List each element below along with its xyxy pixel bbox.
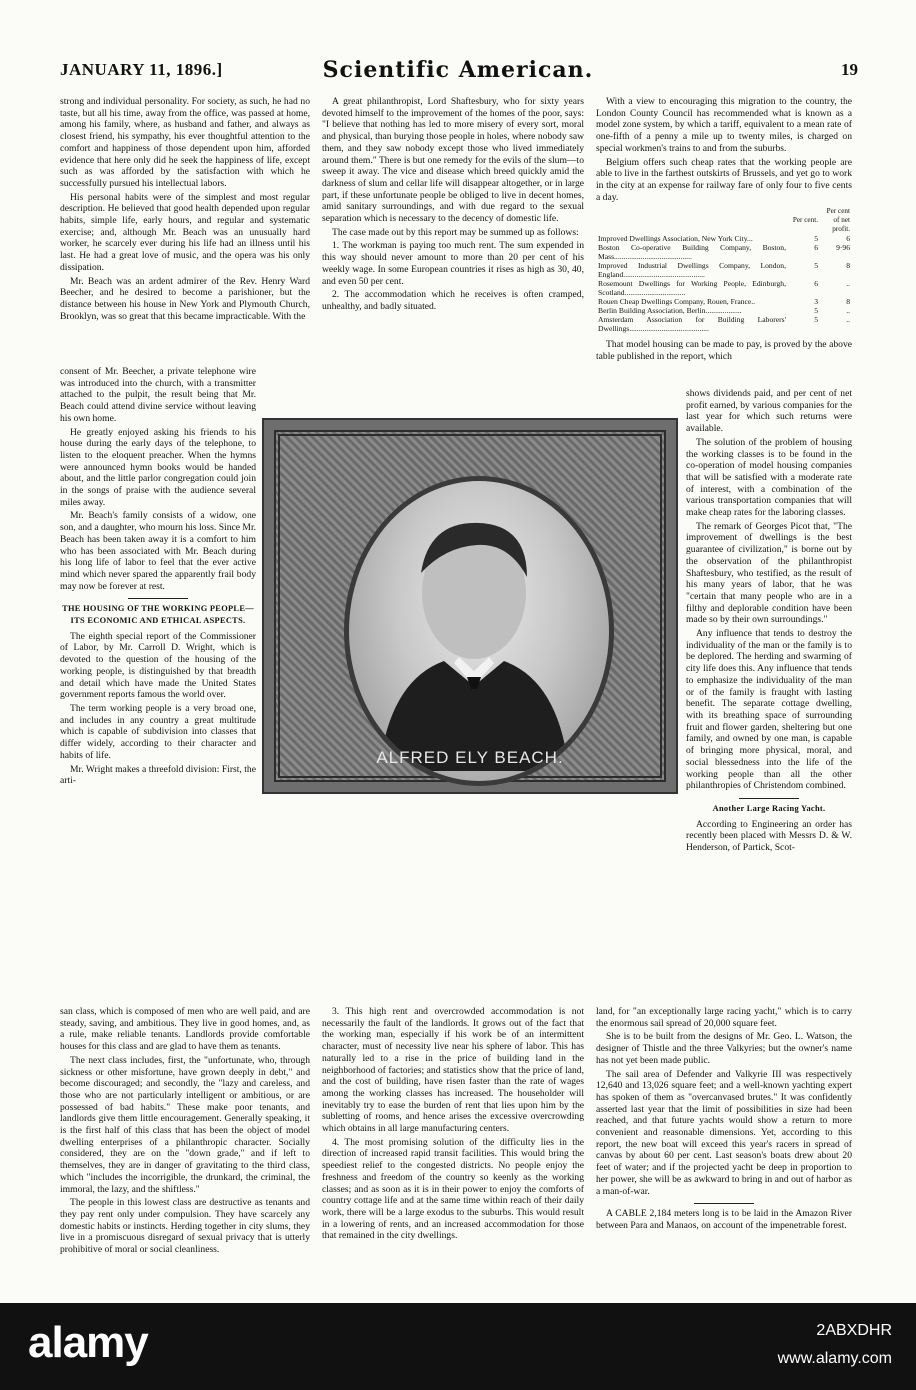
masthead-title: Scientific American.: [322, 57, 594, 83]
page-number: 19: [841, 60, 858, 79]
table-cell: Boston Co-operative Building Company, Boston, Mass.........................................: [598, 243, 786, 262]
paragraph: consent of Mr. Beecher, a private telephone wire was introduced into the church, with a transmitter attached to the pulpit, the result being that Mr. Beach could attend divine service without leaving his own home.: [60, 366, 256, 424]
paragraph: san class, which is composed of men who are well paid, and are steady, saving, and ambitious. They live in good homes, and, as a rule, make reliable tenants. Landlords provide comfortable houses for this class and are glad to have them as tenants.: [60, 1006, 310, 1053]
column-1-narrow: [60, 366, 256, 789]
brand-logo: alamy: [28, 1318, 148, 1367]
paragraph: The solution of the problem of housing the working classes is to be found in the co-operation of model housing companies that will be satisfied with a moderate rate of interest, with a combination of the various transportation companies that will make cheap rates for the laboring classes.: [686, 436, 852, 519]
table-cell: 8: [846, 261, 850, 271]
paragraph: Mr. Beach's family consists of a widow, one son, and a daughter, who mourn his loss. Since Mr. Beach has been taken away it is a comfort to him who has been associated with Mr. Beach during his long life of labor to feel that the ever active mind which never spared the apparently frail body may now be forever at rest.: [60, 510, 257, 592]
portrait-caption: ALFRED ELY BEACH.: [376, 748, 564, 767]
column-2-top: [322, 96, 584, 315]
image-code: 2ABXDHR: [816, 1322, 892, 1339]
paragraph: The term working people is a very broad one, and includes in any country a great multitude which is capable of subdivision into classes that differ widely, according to their character and habits of life.: [60, 702, 256, 761]
table-cell: 6: [846, 234, 850, 244]
column-2-bottom: [322, 1006, 584, 1244]
dividend-table: [596, 207, 852, 333]
paragraph: That model housing can be made to pay, is proved by the above table published in the report, which: [596, 339, 852, 363]
paragraph: 1. The workman is paying too much rent. The sum expended in this way should never amount to more than 20 per cent of his weekly wage. In some European countries it rises as high as 30, 40, and even 50 per cent.: [322, 240, 584, 287]
paragraph: Mr. Wright makes a threefold division: First, the arti-: [60, 763, 256, 787]
paragraph: The people in this lowest class are destructive as tenants and they pay rent only under compulsion. They have scarcely any domestic habits or instincts. Herding together in city slums, they live in a promiscuous disregard of sexual privacy that is utterly prohibitive of moral or social cleanliness.: [60, 1197, 310, 1256]
paragraph: Any influence that tends to destroy the individuality of the man or the family is to be deplored. The herding and swarming of city life does this. Any influence that tends to emphasize the individuality of the man or of the family is fraught with lasting benefit. The separate cottage dwelling, with its breathing space of surrounding fruit and flower garden, sheltering but one family, and owned by one man, is capable of bringing more physical, moral, and social blessedness into the life of the working people than all the other philanthropies of Christendom combined.: [686, 628, 852, 792]
column-3-bottom: [596, 1006, 852, 1234]
column-1-bottom: [60, 1006, 310, 1258]
paragraph: The next class includes, first, the "unfortunate, who, through sickness or other misfortune, have grown deeply in debt," and become discouraged; and secondly, the "lazy and careless, and those who are not particularly intelligent or ambitious, or are possessed of bad habits." These make poor tenants, and landlords give them little encouragement. Generally speaking, it is the first half of this class that has been the object of model dwelling enterprises of a philanthropic character. Socially considered, they are on the "down grade," and if left to themselves, they are in danger of gravitating to the third class, which "includes the incorrigible, the drunkard, the criminal, the immoral, the lazy, and the shiftless.": [60, 1054, 310, 1195]
table-header: Per cent.: [792, 216, 818, 225]
table-row: [596, 243, 852, 261]
paragraph: He greatly enjoyed asking his friends to his house during the early days of the telephone, to listen to the eloquent preacher. When the hymns were announced hymn books would be handed about, and the little parlor congregation could join in the songs of praise with the audience several miles away.: [60, 426, 256, 508]
table-cell: Amsterdam Association for Building Laborers' Dwellings..........................................: [598, 315, 786, 334]
divider: [694, 1203, 754, 1204]
table-header-row: [596, 207, 852, 234]
table-cell: 3: [814, 297, 818, 307]
paragraph: shows dividends paid, and per cent of net profit earned, by various companies for the last year for which such returns were available.: [686, 388, 852, 435]
paragraph: According to Engineering an order has recently been placed with Messrs D. & W. Henderson, of Partick, Scot-: [686, 818, 852, 854]
table-cell: Improved Dwellings Association, New York City...: [598, 234, 753, 244]
paragraph: land, for "an exceptionally large racing yacht," which is to carry the enormous sail spread of 20,000 square feet.: [596, 1006, 852, 1029]
table-cell: ..: [846, 306, 850, 316]
paragraph: The sail area of Defender and Valkyrie III was respectively 12,640 and 13,026 square feet; and a well-known yachting expert has spoken of them as "overcanvased brutes." It was confidently asserted last year that the limit of possibilities in size had been reached, and that future yachts would show a return to more convenient and reasonable dimensions. Yet, according to this report, the new boat will exceed this year's racers in spread of canvas by about 60 per cent. Last season's boats drew about 20 feet of water; and if the projected yacht be deep in proportion to her power, she will be as awkward to bring in and out of harbor as a man-of-war.: [596, 1068, 852, 1197]
table-cell: Improved Industrial Dwellings Company, London, England...........................................: [598, 261, 786, 280]
table-cell: Rosemount Dwellings for Working People, Edinburgh, Scotland................................: [598, 279, 786, 298]
table-header: Per cent of net profit.: [826, 207, 850, 234]
table-cell: Rouen Cheap Dwellings Company, Rouen, France..: [598, 297, 756, 307]
table-cell: 5: [814, 261, 818, 271]
paragraph: Mr. Beach was an ardent admirer of the Rev. Henry Ward Beecher, and he desired to become a parishioner, but the distance between his house in New York and Plymouth Church, Brooklyn, was so great that this became impracticable. With the: [60, 275, 310, 322]
table-cell: Berlin Building Association, Berlin...................: [598, 306, 742, 316]
column-3-narrow: [686, 388, 852, 856]
paragraph: The case made out by this report may be summed up as follows:: [332, 226, 579, 238]
ornamental-frame: [274, 430, 666, 782]
paragraph: She is to be built from the designs of Mr. Geo. L. Watson, the designer of Thistle and the three Valkyries; but the owner's name has not yet been made public.: [596, 1031, 852, 1066]
issue-date: JANUARY 11, 1896.]: [60, 60, 223, 79]
table-cell: 5: [814, 315, 818, 325]
divider: [128, 598, 188, 599]
paragraph: 2. The accommodation which he receives is often cramped, unhealthy, and badly situated.: [322, 289, 584, 312]
table-row: [596, 297, 852, 306]
table-cell: 6: [814, 243, 818, 253]
table-cell: ..: [846, 279, 850, 289]
table-cell: 9·96: [836, 243, 850, 253]
table-row: [596, 315, 852, 333]
paragraph: The eighth special report of the Commissioner of Labor, by Mr. Carroll D. Wright, which is devoted to the question of the housing of the working people, is distinguished by that breadth and detail which have made the United States government reports famous the world over.: [60, 630, 256, 701]
article-heading: Another Large Racing Yacht.: [712, 803, 826, 813]
table-cell: 5: [814, 234, 818, 244]
table-row: [596, 306, 852, 315]
portrait-engraving: [262, 418, 678, 794]
table-row: [596, 279, 852, 297]
portrait-figure: [349, 481, 599, 771]
column-1-top: [60, 96, 310, 324]
divider: [739, 798, 799, 799]
table-cell: 8: [846, 297, 850, 307]
table-cell: ..: [846, 315, 850, 325]
table-cell: 5: [814, 306, 818, 316]
paragraph: The remark of Georges Picot that, "The improvement of dwellings is the best guarantee of civilization," is borne out by the observation of the philanthropist Shaftesbury, who testified, as the result of his many years of labor, that he was "certain that many people who are in a filthy and deplorable condition have been made so by their own surroundings.": [686, 520, 852, 626]
paragraph: With a view to encouraging this migration to the country, the London County Council has recommended what is known as a model zone system, by which a tariff, equivalent to a mean rate of one-fifth of a penny a mile up to twenty miles, is charged on special workmen's trains to and from the suburbs.: [596, 96, 852, 154]
paragraph: strong and individual personality. For society, as such, he had no taste, but all his time, away from the office, was passed at home, among his family, where, as husband and father, and always as closest friend, his sympathy, his ever thoughtful attention to the comfort and happiness of those dependent upon him, afforded evidence that here only did he seek the happiness of life, except such as was afforded by the satisfaction with which he successfully pursued his intellectual labors.: [60, 96, 310, 189]
table-row: [596, 261, 852, 279]
table-row: [596, 234, 852, 243]
portrait-oval: [344, 476, 614, 786]
table-cell: 6: [814, 279, 818, 289]
paragraph: A CABLE 2,184 meters long is to be laid in the Amazon River between Para and Manaos, on account of the impenetrable forest.: [596, 1208, 852, 1231]
column-3-top: [596, 96, 852, 365]
paragraph: His personal habits were of the simplest and most regular description. He believed that good health depended upon regular habits, simple life, early hours, and regular and systematic exercise; and, although Mr. Beach was an unusually hard worker, he scarcely ever during his life had an illness until his last. He had a great love of music, and the opera was his only dissipation.: [60, 191, 310, 273]
footer-url: www.alamy.com: [777, 1350, 892, 1367]
article-heading: THE HOUSING OF THE WORKING PEOPLE—ITS ECONOMIC AND ETHICAL ASPECTS.: [62, 604, 254, 626]
paragraph: A great philanthropist, Lord Shaftesbury, who for sixty years devoted himself to the improvement of the homes of the poor, says: "I believe that nothing has led to more misery of every sort, moral and physical, than burying those people in holes, where nobody saw them, and they saw nobody except those who lived immediately around them." There is but one remedy for the evils of the slum—to sweep it away. The vice and disease which breed quickly amid the darkness of slum and cellar life will disappear altogether, or in large part, if these unfortunate people be obliged to live in decent homes, amid sanitary surroundings, and with due regard to the sexual separation which is necessary to the decency of domestic life.: [322, 96, 584, 225]
paragraph: Belgium offers such cheap rates that the working people are able to live in the farthest outskirts of Brussels, and yet go to work in the city at an expense for railway fare of only four to five cents a day.: [596, 156, 852, 203]
paragraph: 4. The most promising solution of the difficulty lies in the direction of increased rapid transit facilities. This would bring the speediest relief to the congested districts. No people enjoy the freshness and freedom of the country so keenly as the working classes; and as soon as it is in their power to enjoy the comforts of country cottage life and at the same time within reach of their daily work, there will be a large exodus to the suburbs. This would result in a lowering of rents, and an increased accommodation for those that remained in the city dwellings.: [322, 1136, 584, 1242]
paragraph: 3. This high rent and overcrowded accommodation is not necessarily the fault of the landlords. It grows out of the fact that the working man, especially if his work be of an intermittent character, must of necessity live near his sphere of labor. This has naturally led to a rise in the price of building land in the neighborhood of factories; and statistics show that the price of land, and the cost of building, have risen faster than the rate of wages among the working classes has increased. The householder will inevitably try to ease the burden of rent that lies upon him by the subletting of rooms, and hence arises the excessive overcrowding which obtains in all large manufacturing centers.: [322, 1006, 584, 1135]
